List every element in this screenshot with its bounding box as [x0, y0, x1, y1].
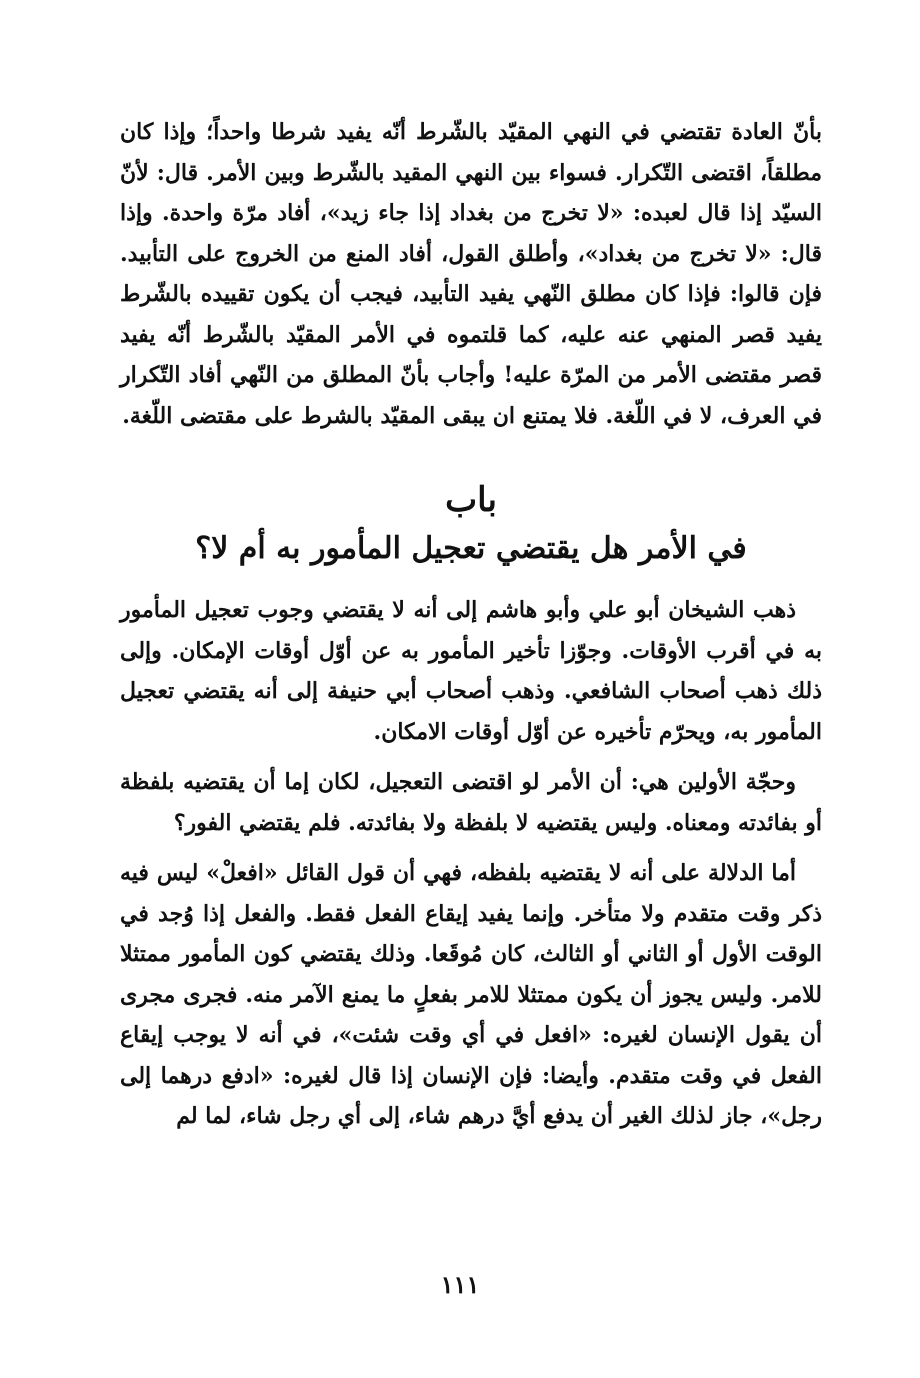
- paragraph-continuation: بأنّ العادة تقتضي في النهي المقيّد بالشّرط أنّه يفيد شرطا واحداً؛ وإذا كان مطلقاً، اقتضى التّكرار. فسواء بين النهي المقيد بالشّرط وبين الأمر. قال: لأنّ السيّد إذا قال لعبده: «لا تخرج من بغداد إذا جاء زيد»، أفاد مرّة واحدة. وإذا قال: «لا تخرج من بغداد»، وأطلق القول، أفاد المنع من الخروج على التأبيد. فإن قالوا: فإذا كان مطلق النّهي يفيد التأبيد، فيجب أن يكون تقييده بالشّرط يفيد قصر المنهي عنه عليه، كما قلتموه في الأمر المقيّد بالشّرط أنّه يفيد قصر مقتضى الأمر من المرّة عليه! وأجاب بأنّ المطلق من النّهي أفاد التّكرار في العرف، لا في اللّغة. فلا يمتنع ان يبقى المقيّد بالشرط على مقتضى اللّغة.: [120, 119, 822, 429]
- section-subtitle: في الأمر هل يقتضي تعجيل المأمور به أم لا؟: [195, 531, 747, 566]
- paragraph-opinions: ذهب الشيخان أبو علي وأبو هاشم إلى أنه لا يقتضي وجوب تعجيل المأمور به في أقرب الأوقات. وجوّزا تأخير المأمور به عن أوّل أوقات الإمكان. وإلى ذلك ذهب أصحاب الشافعي. وذهب أصحاب أبي حنيفة إلى أنه يقتضي تعجيل المأمور به، ويحرّم تأخيره عن أوّل أوقات الامكان.: [120, 597, 822, 745]
- section-heading: باب: [445, 480, 497, 520]
- page-number: ١١١: [440, 1270, 480, 1299]
- paragraph-argument: وحجّة الأولين هي: أن الأمر لو اقتضى التعجيل، لكان إما أن يقتضيه بلفظة أو بفائدته ومعناه. وليس يقتضيه لا بلفظة ولا بفائدته. فلم يقتضي الفور؟: [120, 769, 822, 836]
- paragraph-proof: أما الدلالة على أنه لا يقتضيه بلفظه، فهي أن قول القائل «افعلْ» ليس فيه ذكر وقت متقدم ولا متأخر. وإنما يفيد إيقاع الفعل فقط. والفعل إذا وُجد في الوقت الأول أو الثاني أو الثالث، كان مُوقَعا. وذلك يقتضي كون المأمور ممتثلا للامر. وليس يجوز أن يكون ممتثلا للامر بفعلٍ ما يمنع الآمر منه. فجرى مجرى أن يقول الإنسان لغيره: «افعل في أي وقت شئت»، في أنه لا يوجب إيقاع الفعل في وقت متقدم. وأيضا: فإن الإنسان إذا قال لغيره: «ادفع درهما إلى رجل»، جاز لذلك الغير أن يدفع أيَّ درهم شاء، إلى أي رجل شاء، لما لم: [120, 860, 822, 1129]
- page-body: [120, 112, 822, 1322]
